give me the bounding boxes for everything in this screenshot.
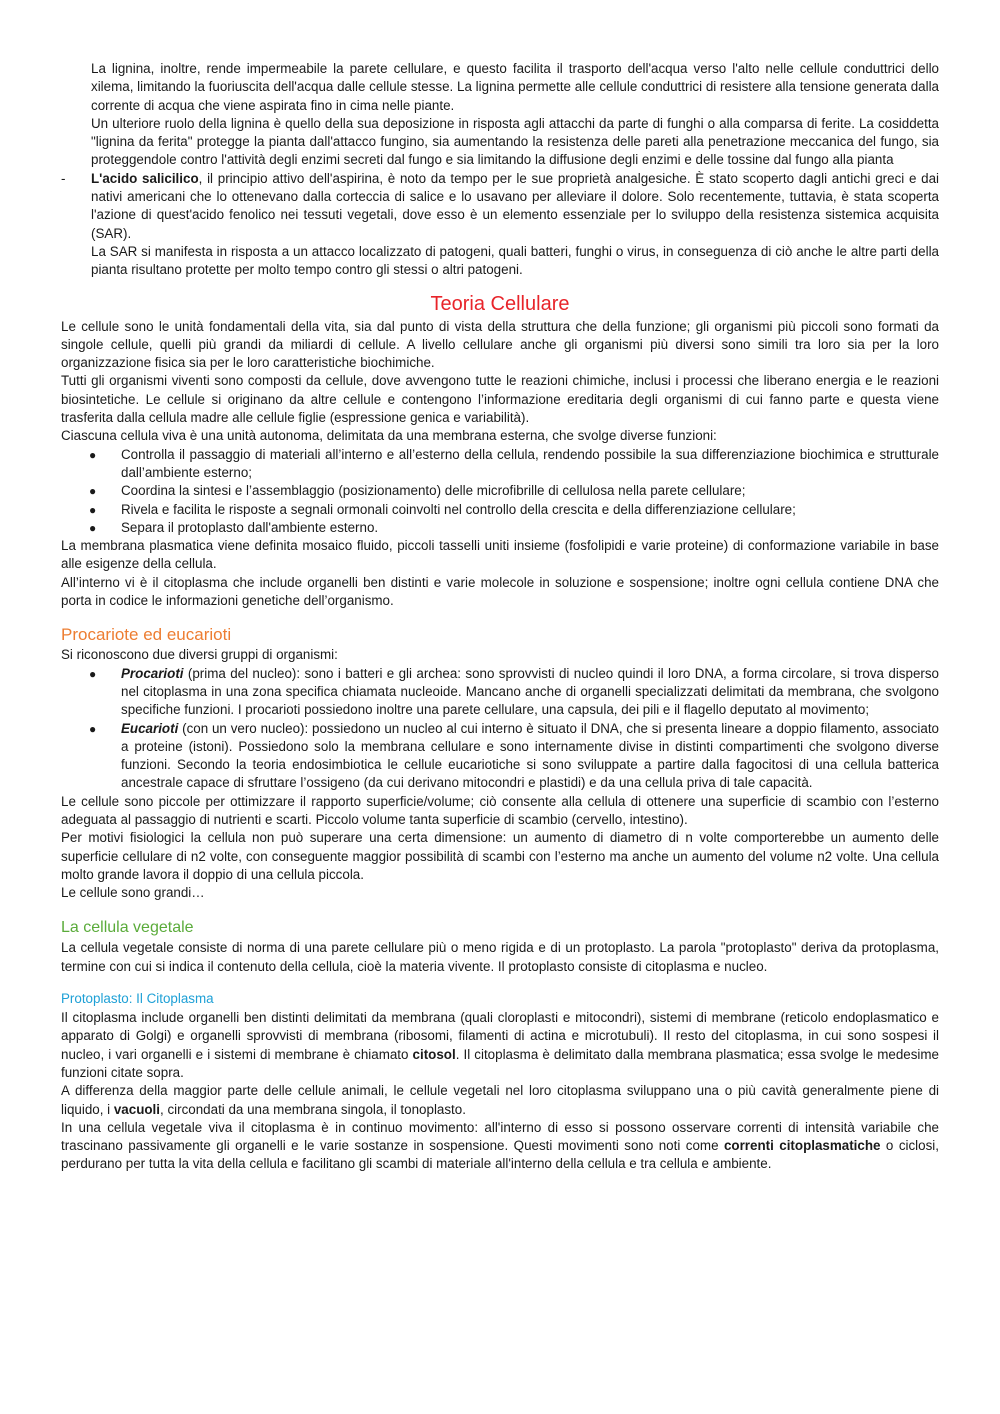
- procarioti-paragraph-1: Le cellule sono piccole per ottimizzare il rapporto superficie/volume; ciò consente alla cellula di ottenere una superficie di scambio con l’esterno adeguata al passaggio di nutrienti e scarti. Piccolo volume tanta superficie di scambio (cervello, intestino).: [61, 793, 939, 827]
- teoria-paragraph-4: La membrana plasmatica viene definita mosaico fluido, piccoli tasselli uniti insieme (fosfolipidi e varie proteine) di conformazione variabile in base alle esigenze della cellula.: [61, 538, 939, 572]
- procarioti-paragraph-2: Per motivi fisiologici la cellula non può superare una certa dimensione: un aumento di diametro di n volte comporterebbe un aumento delle superficie cellulare di n2 volte, con conseguente maggior possibilità di scambi con l’esterno ma anche un aumento del volume n2 volte. Una cellula molto grande lavora il doppio di una cellula piccola.: [61, 830, 939, 882]
- cellula-vegetale-paragraph: La cellula vegetale consiste di norma di una parete cellulare più o meno rigida e di un protoplasto. La parola "protoplasto" deriva da protoplasma, termine con cui si indica il contenuto della cellula, cioè la materia vivente. Il protoplasto consiste di citoplasma e nucleo.: [61, 940, 939, 974]
- list-item: ● Coordina la sintesi e l’assemblaggio (posizionamento) delle microfibrille di cellulosa nella parete cellulare;: [61, 482, 939, 500]
- citoplasma-paragraph-1: Il citoplasma include organelli ben distinti delimitati da membrana (quali cloroplasti e mitocondri), sistemi di membrane (reticolo endoplasmatico e apparato di Golgi) e organelli sprovvisti di membrana (ribosomi, filamenti di actina e microtubuli). Il resto del citoplasma, in cui sono sospesi il nucleo, i vari organelli e i sistemi di membrane è chiamato citosol. Il citoplasma è delimitato dalla membrana plasmatica; essa svolge le medesime funzioni citate sopra.: [61, 1010, 939, 1080]
- citoplasma-heading: Protoplasto: Il Citoplasma: [61, 991, 214, 1007]
- procarioti-section: [61, 624, 939, 902]
- bullet-marker: ●: [89, 520, 97, 535]
- lignina-paragraph-2: Un ulteriore ruolo della lignina è quello della sua deposizione in risposta agli attacchi da parte di funghi o alla comparsa di ferite. La cosiddetta "lignina da ferita" protegge la pianta dall'attacco fungino, sia aumentando la resistenza delle pareti alla penetrazione meccanica del fungo, sia proteggendole contro l'attività degli enzimi secreti dal fungo e sia limitando la diffusione degli enzimi e delle tossine dal fungo alla pianta: [91, 115, 939, 168]
- lignina-paragraph-1: La lignina, inoltre, rende impermeabile la parete cellulare, e questo facilita il trasporto dell'acqua verso l'alto nelle cellule conduttrici dello xilema, limitando la fuoriuscita dell'acqua dalle cellule stesse. La lignina permette alle cellule conduttrici di resistere alla tensione generata dalla corrente di acqua che viene aspirata fino in cima nelle piante.: [91, 61, 939, 113]
- dash-marker: -: [61, 170, 66, 186]
- procarioti-term: Procarioti: [121, 665, 184, 681]
- teoria-paragraph-3: Ciascuna cellula viva è una unità autonoma, delimitata da una membrana esterna, che svolge diverse funzioni:: [61, 428, 717, 444]
- teoria-cellulare-section: [61, 292, 939, 611]
- list-item: ● Eucarioti (con un vero nucleo): possiedono un nucleo al cui interno è situato il DNA, che si presenta lineare a doppio filamento, associato a proteine (istoni). Possiedono solo la membrana cellulare e sono internamente divise in distinti compartimenti che svolgono diverse funzioni. Secondo la teoria endosimbiotica le cellule eucariotiche si sono sviluppate a partire dalla fagocitosi di una cellula batterica ancestrale capace di sfruttare l’ossigeno (da cui derivano mitocondri e plastidi) e da una cellula priva di tale capacità.: [89, 720, 939, 791]
- list-item: ● Procarioti (prima del nucleo): sono i batteri e gli archea: sono sprovvisti di nucleo quindi il loro DNA, a forma circolare, si trova disperso nel citoplasma in una zona specifica chiamata nucleoide. Mancano anche di organelli specializzati delimitati da membrana, che svolgono specifiche funzioni. I procarioti possiedono inoltre una parete cellulare, una capsula, dei pili e il flagello deputato al movimento;: [89, 665, 939, 718]
- teoria-paragraph-5: All’interno vi è il citoplasma che include organelli ben distinti e varie molecole in soluzione e sospensione; inoltre ogni cellula contiene DNA che porta in codice le informazioni genetiche dell’organismo.: [61, 574, 939, 609]
- procarioti-intro: Si riconoscono due diversi gruppi di organismi:: [61, 647, 338, 663]
- list-item: ● Separa il protoplasto dall'ambiente esterno.: [61, 519, 939, 537]
- eucarioti-term: Eucarioti: [121, 720, 179, 736]
- vacuoli-term: vacuoli: [113, 1101, 161, 1117]
- teoria-paragraph-2: Tutti gli organismi viventi sono composti da cellule, dove avvengono tutte le reazioni chimiche, inclusi i processi che liberano energia e le reazioni biosintetiche. Le cellule si originano da altre cellule e contengono l’informazione ereditaria degli organismi di cui fanno parte e questa viene trasferita dalla cellula madre alle cellule figlie (espressione genica e variabilità).: [61, 373, 939, 426]
- list-item: ● Controlla il passaggio di materiali all’interno e all’esterno della cellula, rendendo possibile la sua differenziazione biochimica e strutturale dall’ambiente esterno;: [89, 446, 939, 480]
- bullet-marker: ●: [89, 447, 97, 462]
- citoplasma-paragraph-2: A differenza della maggior parte delle cellule animali, le cellule vegetali nel loro citoplasma sviluppano una o più cavità generalmente piene di liquido, i vacuoli, circondati da una membrana singola, il tonoplasto.: [61, 1083, 939, 1117]
- bullet-marker: ●: [89, 502, 97, 517]
- bullet-marker: ●: [89, 484, 97, 499]
- bullet-marker: ●: [89, 666, 97, 681]
- citoplasma-section: [61, 990, 939, 1174]
- organism-groups-list: [61, 665, 939, 793]
- procarioti-paragraph-3: Le cellule sono grandi…: [61, 885, 205, 901]
- teoria-cellulare-title: Teoria Cellulare: [430, 292, 570, 315]
- teoria-paragraph-1: Le cellule sono le unità fondamentali della vita, sia dal punto di vista della struttura che della funzione; gli organismi più piccoli sono formati da singole cellule, quelli più grandi da miliardi di cellule. A livello cellulare anche gli organismi più diversi sono simili tra loro sia per la loro organizzazione fisica sia per le loro caratteristiche biochimiche.: [61, 318, 939, 371]
- sar-paragraph: La SAR si manifesta in risposta a un attacco localizzato di patogeni, quali batteri, funghi o virus, in conseguenza di ciò anche le altre parti della pianta risultano protette per molto tempo contro gli stessi o altri patogeni.: [91, 243, 939, 278]
- lignina-section: [61, 60, 939, 280]
- procarioti-heading: Procariote ed eucarioti: [61, 625, 232, 645]
- citosol-term: citosol: [412, 1046, 456, 1062]
- citoplasma-paragraph-3: In una cellula vegetale viva il citoplasma è in continuo movimento: all'interno di esso si possono osservare correnti di intensità variabile che trascinano passivamente gli organelli e le varie sostanze in sospensione. Questi movimenti sono noti come correnti citoplasmatiche o ciclosi, perdurano per tutta la vita della cellula e facilitano gli scambi di materiale all'interno della cellula e tra cellula e ambiente.: [61, 1119, 939, 1172]
- membrana-functions-list: [61, 446, 939, 537]
- salicilico-paragraph: [91, 170, 939, 243]
- salicilico-list-item: [61, 170, 939, 280]
- bullet-marker: ●: [89, 721, 97, 736]
- cellula-vegetale-heading: La cellula vegetale: [61, 919, 194, 937]
- cellula-vegetale-section: [61, 918, 939, 976]
- salicilico-text: , il principio attivo dell'aspirina, è noto da tempo per le sue proprietà analgesiche. È stato scoperto dagli antichi greci e dai nativi americani che lo ottenevano dalla corteccia di salice e lo usavano per alleviare il dolore. Solo recentemente, tuttavia, è stata scoperta l'azione di quest'acido fenolico nei tessuti vegetali, dove esso è un elemento essenziale per lo sviluppo della resistenza sistemica acquisita (SAR).: [91, 170, 939, 241]
- list-item: ● Rivela e facilita le risposte a segnali ormonali coinvolti nel controllo della crescita e della differenziazione cellulare;: [61, 501, 939, 519]
- correnti-citoplasmatiche-term: correnti citoplasmatiche: [723, 1138, 881, 1154]
- salicilico-term: L'acido salicilico: [91, 170, 199, 186]
